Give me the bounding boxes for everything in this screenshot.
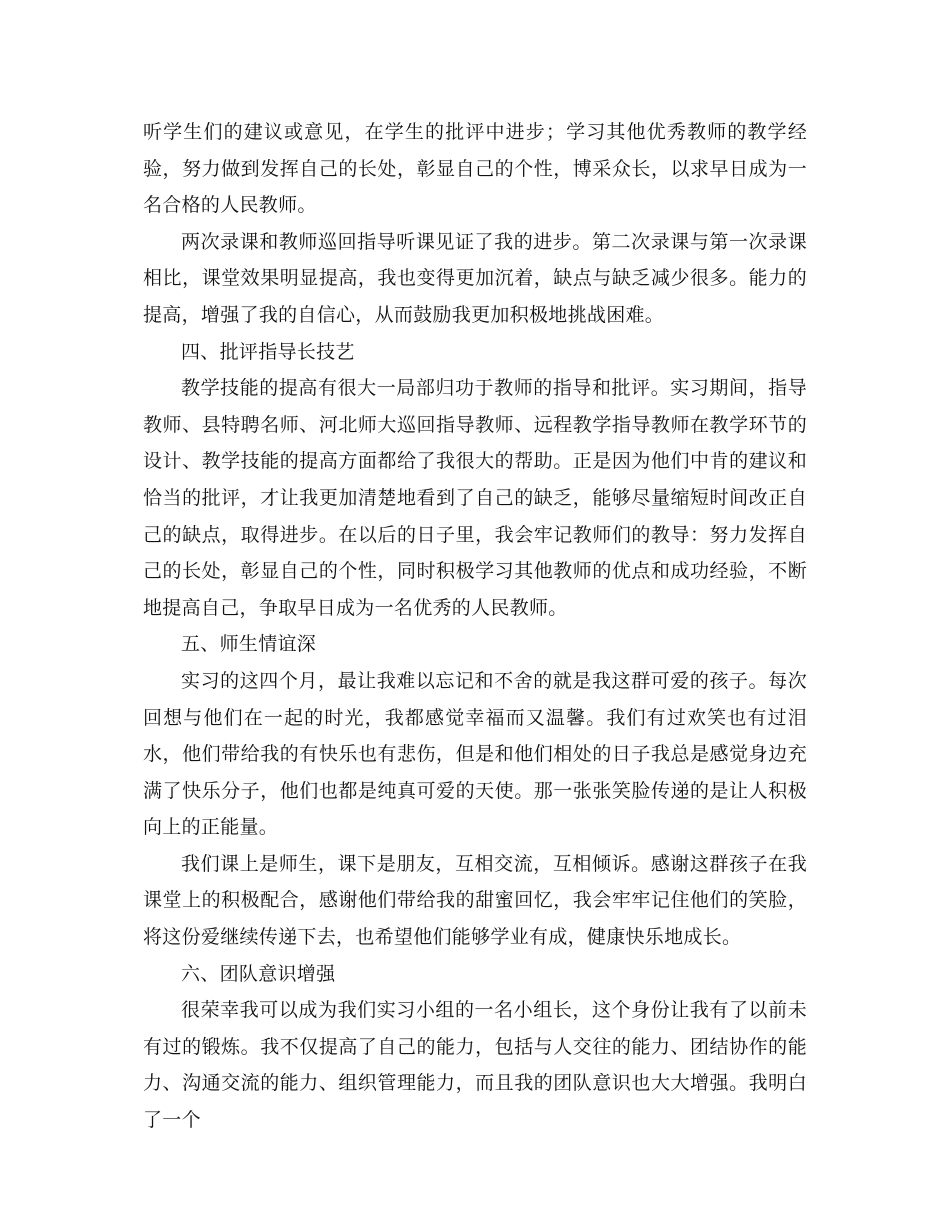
paragraph-teacher-friend: 我们课上是师生，课下是朋友，互相交流，互相倾诉。感谢这群孩子在我课堂上的积极配合，感谢他们带给我的甜蜜回忆，我会牢牢记住他们的笑脸，将这份爱继续传递下去，也希望他们能够学业有成，健康快乐地成长。 <box>143 852 807 949</box>
paragraph-recording-progress: 两次录课和教师巡回指导听课见证了我的进步。第二次录课与第一次录课相比，课堂效果明显提高，我也变得更加沉着，缺点与缺乏减少很多。能力的提高，增强了我的自信心，从而鼓励我更加积极地挑战困难。 <box>143 230 807 326</box>
section-heading-5: 五、师生情谊深 <box>181 633 317 656</box>
document-page <box>143 114 807 1139</box>
paragraph-teacher-guidance: 教学技能的提高有很大一局部归功于教师的指导和批评。实习期间，指导教师、县特聘名师、河北师大巡回指导教师、远程教学指导教师在教学环节的设计、教学技能的提高方面都给了我很大的帮助。正是因为他们中肯的建议和恰当的批评，才让我更加清楚地看到了自己的缺乏，能够尽量缩短时间改正自己的缺点，取得进步。在以后的日子里，我会牢记教师们的教导：努力发挥自己的长处，彰显自己的个性，同时积极学习其他教师的优点和成功经验，不断地提高自己，争取早日成为一名优秀的人民教师。 <box>143 377 807 619</box>
paragraph-team-leader: 很荣幸我可以成为我们实习小组的一名小组长，这个身份让我有了以前未有过的锻炼。我不仅提高了自己的能力，包括与人交往的能力、团结协作的能力、沟通交流的能力、组织管理能力，而且我的团队意识也大大增强。我明白了一个 <box>143 999 807 1132</box>
section-heading-6: 六、团队意识增强 <box>181 962 336 985</box>
section-heading-4: 四、批评指导长技艺 <box>181 340 355 363</box>
paragraph-four-months: 实习的这四个月，最让我难以忘记和不舍的就是我这群可爱的孩子。每次回想与他们在一起的时光，我都感觉幸福而又温馨。我们有过欢笑也有过泪水，他们带给我的有快乐也有悲伤，但是和他们相处的日子我总是感觉身边充满了快乐分子，他们也都是纯真可爱的天使。那一张张笑脸传递的是让人积极向上的正能量。 <box>143 669 807 839</box>
paragraph-continued: 听学生们的建议或意见，在学生的批评中进步；学习其他优秀教师的教学经验，努力做到发挥自己的长处，彰显自己的个性，博采众长，以求早日成为一名合格的人民教师。 <box>143 121 807 217</box>
